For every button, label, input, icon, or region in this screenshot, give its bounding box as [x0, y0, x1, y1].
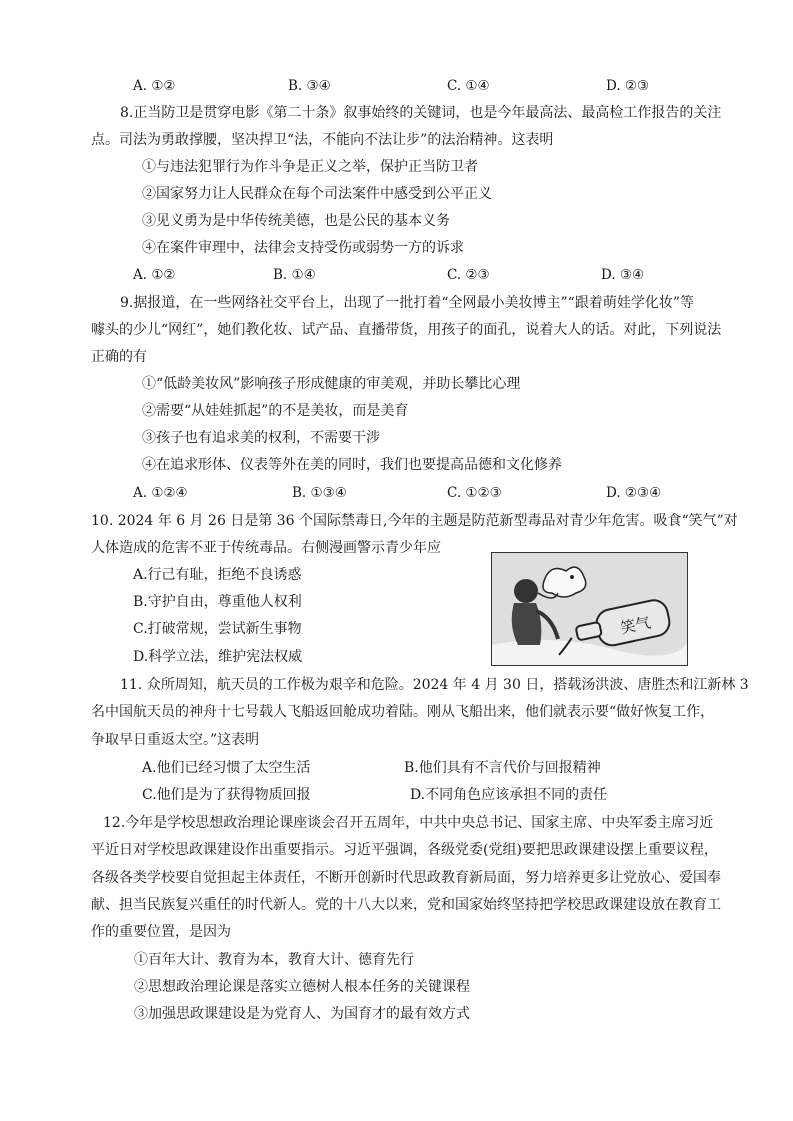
q7-option-d: D. ②③: [606, 78, 650, 94]
q8-item-4: ④在案件审理中，法律会支持受伤或弱势一方的诉求: [142, 240, 464, 256]
q12-stem-line4: 献、担当民族复兴重任的时代新人。党的十八大以来，党和国家始终坚持把学校思政课建设放在教育工: [91, 897, 721, 913]
q9-item-2: ②需要“从娃娃抓起”的不是美妆，而是美育: [142, 403, 409, 419]
q10-stem-line1: 10. 2024 年 6 月 26 日是第 36 个国际禁毒日,今年的主题是防范新型毒品对青少年危害。吸食“笑气”对: [91, 513, 738, 529]
q9-option-a: A. ①②④: [133, 485, 188, 501]
q7-option-b: B. ③④: [288, 78, 331, 94]
cartoon-drawing: [492, 553, 687, 665]
q11-option-b: B.他们具有不言代价与回报精神: [404, 760, 601, 776]
q12-stem-line3: 各级各类学校要自觉担起主体责任，不断开创新时代思政教育新局面，努力培养更多让党放心、爱国奉: [91, 870, 721, 886]
q10-option-a: A.行己有耻，拒绝不良诱惑: [133, 567, 302, 583]
q12-item-1: ①百年大计、教育为本，教育大计、德育先行: [134, 952, 414, 968]
q11-option-a: A.他们已经习惯了太空生活: [142, 760, 311, 776]
laughing-gas-cartoon: [491, 552, 688, 666]
q7-option-a: A. ①②: [133, 78, 176, 94]
q8-option-b: B. ①④: [273, 267, 316, 283]
q12-stem-line5: 作的重要位置，是因为: [91, 924, 231, 940]
q9-item-3: ③孩子也有追求美的权利，不需要干涉: [142, 430, 380, 446]
q10-option-b: B.守护自由，尊重他人权利: [133, 594, 302, 610]
q8-item-1: ①与违法犯罪行为作斗争是正义之举，保护正当防卫者: [142, 159, 478, 175]
cartoon-bottle-label: 笑气: [619, 613, 653, 638]
q11-option-c: C.他们是为了获得物质回报: [142, 787, 311, 803]
q12-item-2: ②思想政治理论课是落实立德树人根本任务的关键课程: [134, 979, 470, 995]
q8-option-c: C. ②③: [447, 267, 490, 283]
q8-stem-line2: 点。司法为勇敢撑腰，坚决捍卫“法，不能向不法让步”的法治精神。这表明: [91, 132, 554, 148]
q8-option-a: A. ①②: [133, 267, 176, 283]
q7-option-c: C. ①④: [447, 78, 490, 94]
q10-option-c: C.打破常规，尝试新生事物: [133, 621, 302, 637]
q8-item-2: ②国家努力让人民群众在每个司法案件中感受到公平正义: [142, 186, 492, 202]
q11-stem-line1: 11. 众所周知，航天员的工作极为艰辛和危险。2024 年 4 月 30 日，搭载汤洪波、唐胜杰和江新林 3: [120, 677, 749, 693]
q11-option-d: D.不同角色应该承担不同的责任: [410, 787, 608, 803]
q9-stem-line3: 正确的有: [91, 349, 147, 365]
q11-stem-line3: 争取早日重返太空。”这表明: [91, 732, 260, 748]
q9-item-4: ④在追求形体、仪表等外在美的同时，我们也要提高品德和文化修养: [142, 457, 562, 473]
q8-option-d: D. ③④: [601, 267, 645, 283]
q8-item-3: ③见义勇为是中华传统美德，也是公民的基本义务: [142, 213, 450, 229]
q12-stem-line2: 平近日对学校思政课建设作出重要指示。习近平强调，各级党委(党组)要把思政课建设摆上重要议程，: [91, 842, 718, 858]
q10-option-d: D.科学立法，维护宪法权威: [133, 649, 303, 665]
q9-stem-line1: 9.据报道，在一些网络社交平台上，出现了一批打着“全网最小美妆博主”“跟着萌娃学化妆”等: [120, 295, 694, 311]
q9-option-d: D. ②③④: [606, 485, 662, 501]
q10-stem-line2: 人体造成的危害不亚于传统毒品。右侧漫画警示青少年应: [91, 540, 441, 556]
q12-stem-line1: 12.今年是学校思想政治理论课座谈会召开五周年，中共中央总书记、国家主席、中央军委主席习近: [103, 815, 714, 831]
q9-stem-line2: 噱头的少儿“网红”，她们教化妆、试产品、直播带货，用孩子的面孔，说着大人的话。对此，下列说法: [91, 322, 722, 338]
q9-option-b: B. ①③④: [292, 485, 347, 501]
q8-stem-line1: 8.正当防卫是贯穿电影《第二十条》叙事始终的关键词，也是今年最高法、最高检工作报告的关注: [120, 105, 722, 121]
q12-item-3: ③加强思政课建设是为党育人、为国育才的最有效方式: [134, 1006, 470, 1022]
q9-item-1: ①“低龄美妆风”影响孩子形成健康的审美观，并助长攀比心理: [142, 376, 521, 392]
q9-option-c: C. ①②③: [447, 485, 502, 501]
q11-stem-line2: 名中国航天员的神舟十七号载人飞船返回舱成功着陆。刚从飞船出来，他们就表示要“做好恢复工作，: [91, 704, 715, 720]
